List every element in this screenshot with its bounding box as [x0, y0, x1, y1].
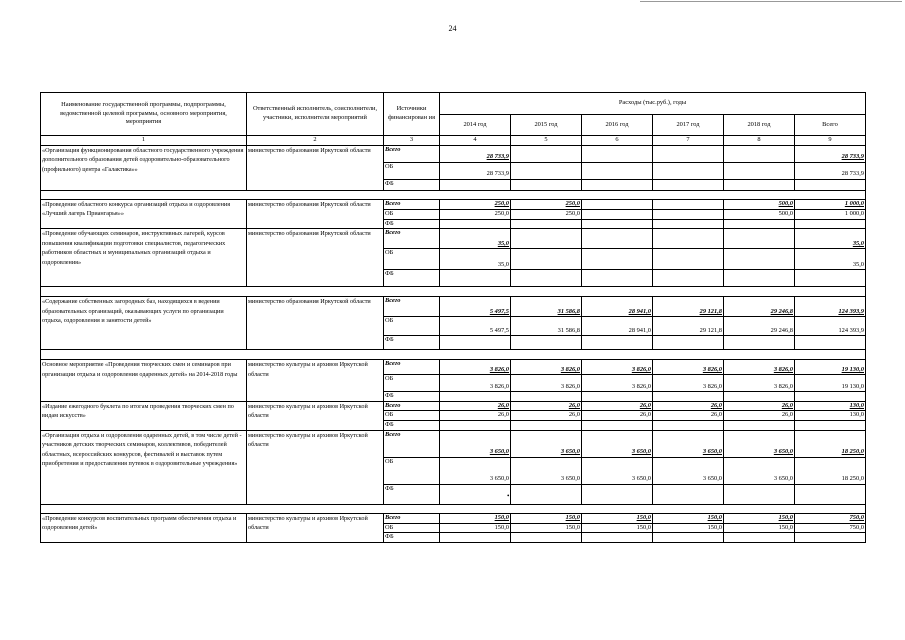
ob-value: 500,0: [724, 209, 795, 219]
total-value: [653, 297, 724, 317]
total-value-text: 18 250,0: [841, 447, 864, 455]
total-value: [653, 401, 724, 411]
ob-value: 250,0: [511, 209, 582, 219]
fb-value: [511, 219, 582, 229]
total-value-text: 26,0: [639, 401, 651, 409]
total-value-text: 28 941,0: [628, 307, 651, 315]
ob-value: 19 130,0: [795, 375, 866, 392]
ob-value: 750,0: [795, 523, 866, 533]
fb-value: [440, 484, 511, 504]
header-source: Источники финансирован ия: [384, 93, 440, 136]
fb-value: [795, 533, 866, 543]
budget-table-body: [41, 145, 866, 542]
ob-value: 26,0: [440, 411, 511, 421]
total-value-text: 35,0: [497, 239, 509, 247]
source-fb: ФБ: [384, 420, 440, 430]
fb-value: [511, 270, 582, 287]
ob-value: 29 246,8: [724, 317, 795, 336]
ob-value: [724, 162, 795, 179]
source-ob: ОБ: [384, 209, 440, 219]
total-value-text: 150,0: [778, 513, 793, 521]
total-value-text: 26,0: [710, 401, 722, 409]
total-value-text: 26,0: [781, 401, 793, 409]
fb-value: [440, 270, 511, 287]
fb-value: [653, 533, 724, 543]
ob-value: [653, 162, 724, 179]
source-ob: ОБ: [384, 457, 440, 484]
source-total: Всего: [384, 199, 440, 209]
activity-name: «Организация отдыха и оздоровления одаренных детей, в том числе детей - участников детских творческих семинаров, коллективов, победителей областных, всероссийских конкурсов, фестивалей и выставок путем приобретения и предоставления путевок в оздоровительные учреждения»: [41, 430, 247, 504]
fb-value: [582, 420, 653, 430]
fb-value: [653, 179, 724, 190]
activity-name: «Издание ежегодного буклета по итогам проведения творческих смен по видам искусств»: [41, 401, 247, 430]
total-value: [582, 430, 653, 457]
fb-value: [582, 179, 653, 190]
ob-value: 124 393,9: [795, 317, 866, 336]
ob-value: 3 826,0: [724, 375, 795, 392]
total-value-text: 29 246,8: [770, 307, 793, 315]
budget-table: [40, 92, 866, 543]
header-year: 2014 год: [440, 115, 511, 136]
fb-value: [582, 336, 653, 350]
source-fb: ФБ: [384, 219, 440, 229]
total-value: [511, 229, 582, 249]
fb-value: [724, 392, 795, 402]
executor: министерство образования Иркутской области: [247, 229, 384, 287]
column-number: 9: [795, 136, 866, 146]
header-executor: Ответственный исполнитель, соисполнители, участники, исполнители мероприятий: [247, 93, 384, 136]
total-value-text: 3 826,0: [631, 365, 651, 373]
fb-value: [795, 420, 866, 430]
source-total: Всего: [384, 229, 440, 249]
header-total: Всего: [795, 115, 866, 136]
top-edge-line: [640, 1, 902, 2]
source-total: Всего: [384, 513, 440, 523]
source-fb: ФБ: [384, 533, 440, 543]
total-value-text: 19 130,0: [841, 365, 864, 373]
total-value-text: 29 121,8: [699, 307, 722, 315]
total-value-text: 150,0: [565, 513, 580, 521]
ob-value: 150,0: [440, 523, 511, 533]
ob-value: 28 733,9: [440, 162, 511, 179]
header-expenses: Расходы (тыс.руб.), годы: [440, 93, 866, 115]
fb-value: [582, 484, 653, 504]
source-ob: ОБ: [384, 523, 440, 533]
stray-mark: •: [507, 492, 510, 500]
total-value-text: 3 826,0: [560, 365, 580, 373]
activity-name: «Проведение конкурсов воспитательных программ обеспечения отдыха и оздоровления детей»: [41, 513, 247, 542]
source-fb: ФБ: [384, 392, 440, 402]
ob-value: 3 650,0: [511, 457, 582, 484]
total-value: [582, 229, 653, 249]
total-value: [582, 297, 653, 317]
total-value: [511, 297, 582, 317]
total-value-text: 26,0: [568, 401, 580, 409]
executor: министерство образования Иркутской области: [247, 199, 384, 229]
executor: министерство культуры и архивов Иркутской области: [247, 430, 384, 504]
total-value: [511, 199, 582, 209]
fb-value: [582, 533, 653, 543]
ob-value: 3 650,0: [582, 457, 653, 484]
total-value-text: 750,0: [849, 513, 864, 521]
total-value: [724, 229, 795, 249]
fb-value: [795, 270, 866, 287]
total-value-text: 500,0: [778, 200, 793, 207]
ob-value: 28 941,0: [582, 317, 653, 336]
header-name: Наименование государственной программы, подпрограммы, ведомственной целевой программы, основного мероприятия, мероприятия: [41, 93, 247, 136]
total-value: [724, 430, 795, 457]
total-value: [724, 513, 795, 523]
total-value: [582, 199, 653, 209]
fb-value: [653, 219, 724, 229]
column-number: 2: [247, 136, 384, 146]
total-value-text: 3 650,0: [773, 447, 793, 455]
source-ob: ОБ: [384, 317, 440, 336]
total-value-text: 124 393,9: [838, 307, 864, 315]
total-value: [795, 360, 866, 375]
column-number: 4: [440, 136, 511, 146]
total-value-text: 250,0: [494, 200, 509, 207]
total-value-text: 3 826,0: [773, 365, 793, 373]
ob-value: 150,0: [582, 523, 653, 533]
ob-value: 28 733,9: [795, 162, 866, 179]
row-gap: [41, 504, 866, 513]
ob-value: 3 650,0: [653, 457, 724, 484]
ob-value: 1 000,0: [795, 209, 866, 219]
source-fb: ФБ: [384, 179, 440, 190]
fb-value: [511, 420, 582, 430]
total-value: [440, 360, 511, 375]
executor: министерство образования Иркутской области: [247, 145, 384, 190]
ob-value: 3 650,0: [724, 457, 795, 484]
fb-value: [724, 270, 795, 287]
total-value: [511, 145, 582, 162]
total-value: [440, 229, 511, 249]
total-value: [795, 229, 866, 249]
ob-value: 150,0: [511, 523, 582, 533]
total-value: [795, 199, 866, 209]
fb-value: [653, 484, 724, 504]
source-total: Всего: [384, 430, 440, 457]
fb-value: [582, 270, 653, 287]
activity-name: Основное мероприятие «Проведения творческих смен и семинаров при организации отдыха и оздоровления одаренных детей» на 2014-2018 годы: [41, 360, 247, 402]
ob-value: 5 497,5: [440, 317, 511, 336]
total-value: [653, 229, 724, 249]
total-value: [440, 430, 511, 457]
activity-name: «Содержание собственных загородных баз, находящихся в ведении образовательных организаций, оказывающих услуги по организации отдыха, оздоровления и занятости детей»: [41, 297, 247, 350]
total-value: [440, 199, 511, 209]
total-value-text: 35,0: [852, 239, 864, 247]
fb-value: [440, 420, 511, 430]
ob-value: 3 826,0: [653, 375, 724, 392]
total-value-text: 3 650,0: [702, 447, 722, 455]
row-gap: [41, 190, 866, 199]
total-value: [440, 513, 511, 523]
fb-value: [724, 533, 795, 543]
source-total: Всего: [384, 401, 440, 411]
fb-value: [653, 336, 724, 350]
total-value: [440, 401, 511, 411]
header-year: 2016 год: [582, 115, 653, 136]
ob-value: 150,0: [724, 523, 795, 533]
total-value: [795, 297, 866, 317]
source-fb: ФБ: [384, 270, 440, 287]
total-value: [440, 145, 511, 162]
total-value: [795, 513, 866, 523]
column-number: 5: [511, 136, 582, 146]
total-value: [795, 430, 866, 457]
column-number: 7: [653, 136, 724, 146]
ob-value: 18 250,0: [795, 457, 866, 484]
ob-value: 250,0: [440, 209, 511, 219]
total-value: [653, 513, 724, 523]
total-value-text: 150,0: [707, 513, 722, 521]
total-value: [511, 430, 582, 457]
fb-value: [653, 420, 724, 430]
fb-value: [511, 336, 582, 350]
total-value: [724, 199, 795, 209]
total-value: [582, 360, 653, 375]
page-number: 24: [448, 24, 457, 33]
ob-value: 35,0: [440, 249, 511, 270]
activity-name: «Проведение областного конкурса организаций отдыха и оздоровления «Лучший лагерь Приангарья»»: [41, 199, 247, 229]
total-value: [653, 199, 724, 209]
ob-value: 26,0: [653, 411, 724, 421]
fb-value: [724, 179, 795, 190]
total-value: [582, 145, 653, 162]
header-year: 2018 год: [724, 115, 795, 136]
fb-value: [440, 219, 511, 229]
fb-value: [724, 420, 795, 430]
ob-value: 26,0: [724, 411, 795, 421]
source-fb: ФБ: [384, 484, 440, 504]
fb-value: [795, 484, 866, 504]
ob-value: 35,0: [795, 249, 866, 270]
total-value: [440, 297, 511, 317]
ob-value: [511, 249, 582, 270]
total-value-text: 3 650,0: [631, 447, 651, 455]
total-value: [582, 513, 653, 523]
total-value-text: 28 733,9: [486, 153, 509, 160]
ob-value: 3 650,0: [440, 457, 511, 484]
total-value-text: 26,0: [497, 401, 509, 409]
source-total: Всего: [384, 360, 440, 375]
fb-value: [582, 219, 653, 229]
fb-value: [440, 179, 511, 190]
fb-value: [511, 533, 582, 543]
fb-value: [440, 392, 511, 402]
fb-value: [653, 392, 724, 402]
total-value: [511, 513, 582, 523]
total-value: [511, 360, 582, 375]
activity-name: «Проведение обучающих семинаров, инструктивных лагерей, курсов повышения квалификации подготовки специалистов, педагогических работников областных и муниципальных организаций отдыха и оздоровления»: [41, 229, 247, 287]
ob-value: 3 826,0: [440, 375, 511, 392]
total-value-text: 3 650,0: [489, 447, 509, 455]
fb-value: [795, 392, 866, 402]
executor: министерство культуры и архивов Иркутской области: [247, 360, 384, 402]
source-ob: ОБ: [384, 249, 440, 270]
total-value: [653, 360, 724, 375]
total-value-text: 150,0: [636, 513, 651, 521]
total-value-text: 250,0: [565, 200, 580, 207]
ob-value: [582, 162, 653, 179]
total-value-text: 150,0: [494, 513, 509, 521]
total-value: [511, 401, 582, 411]
total-value: [724, 360, 795, 375]
ob-value: 26,0: [511, 411, 582, 421]
ob-value: 150,0: [653, 523, 724, 533]
total-value-text: 28 733,9: [841, 153, 864, 160]
total-value-text: 5 497,5: [489, 307, 509, 315]
column-number: 1: [41, 136, 247, 146]
fb-value: [653, 270, 724, 287]
ob-value: 3 826,0: [511, 375, 582, 392]
row-gap: [41, 350, 866, 360]
fb-value: [795, 336, 866, 350]
fb-value: [724, 336, 795, 350]
source-ob: ОБ: [384, 411, 440, 421]
column-number: 6: [582, 136, 653, 146]
header-year: 2015 год: [511, 115, 582, 136]
ob-value: 26,0: [582, 411, 653, 421]
total-value-text: 3 826,0: [702, 365, 722, 373]
ob-value: 130,0: [795, 411, 866, 421]
total-value: [582, 401, 653, 411]
ob-value: 31 586,8: [511, 317, 582, 336]
total-value-text: 3 826,0: [489, 365, 509, 373]
total-value: [724, 297, 795, 317]
total-value: [795, 145, 866, 162]
source-total: Всего: [384, 297, 440, 317]
fb-value: [440, 533, 511, 543]
ob-value: [582, 249, 653, 270]
total-value-text: 130,0: [849, 401, 864, 409]
activity-name: «Организация функционирования областного государственного учреждения дополнительного образования детей оздоровительно-образовательного (профильного) центра «Галактика»»: [41, 145, 247, 190]
total-value: [653, 145, 724, 162]
ob-value: [582, 209, 653, 219]
executor: министерство культуры и архивов Иркутской области: [247, 513, 384, 542]
fb-value: [511, 392, 582, 402]
total-value-text: 1 000,0: [844, 200, 864, 207]
total-value-text: 31 586,8: [557, 307, 580, 315]
ob-value: 3 826,0: [582, 375, 653, 392]
fb-value: [582, 392, 653, 402]
total-value: [724, 145, 795, 162]
column-number: 3: [384, 136, 440, 146]
fb-value: [511, 179, 582, 190]
ob-value: [724, 249, 795, 270]
total-value: [795, 401, 866, 411]
fb-value: [795, 179, 866, 190]
total-value: [724, 401, 795, 411]
ob-value: [653, 249, 724, 270]
source-ob: ОБ: [384, 375, 440, 392]
fb-value: [795, 219, 866, 229]
source-total: Всего: [384, 145, 440, 162]
executor: министерство культуры и архивов Иркутской области: [247, 401, 384, 430]
column-number: 8: [724, 136, 795, 146]
fb-value: [724, 219, 795, 229]
header-year: 2017 год: [653, 115, 724, 136]
source-fb: ФБ: [384, 336, 440, 350]
fb-value: [511, 484, 582, 504]
total-value-text: 3 650,0: [560, 447, 580, 455]
ob-value: [653, 209, 724, 219]
ob-value: [511, 162, 582, 179]
ob-value: 29 121,8: [653, 317, 724, 336]
fb-value: [724, 484, 795, 504]
fb-value: [440, 336, 511, 350]
source-ob: ОБ: [384, 162, 440, 179]
row-gap: [41, 287, 866, 297]
executor: министерство образования Иркутской области: [247, 297, 384, 350]
total-value: [653, 430, 724, 457]
